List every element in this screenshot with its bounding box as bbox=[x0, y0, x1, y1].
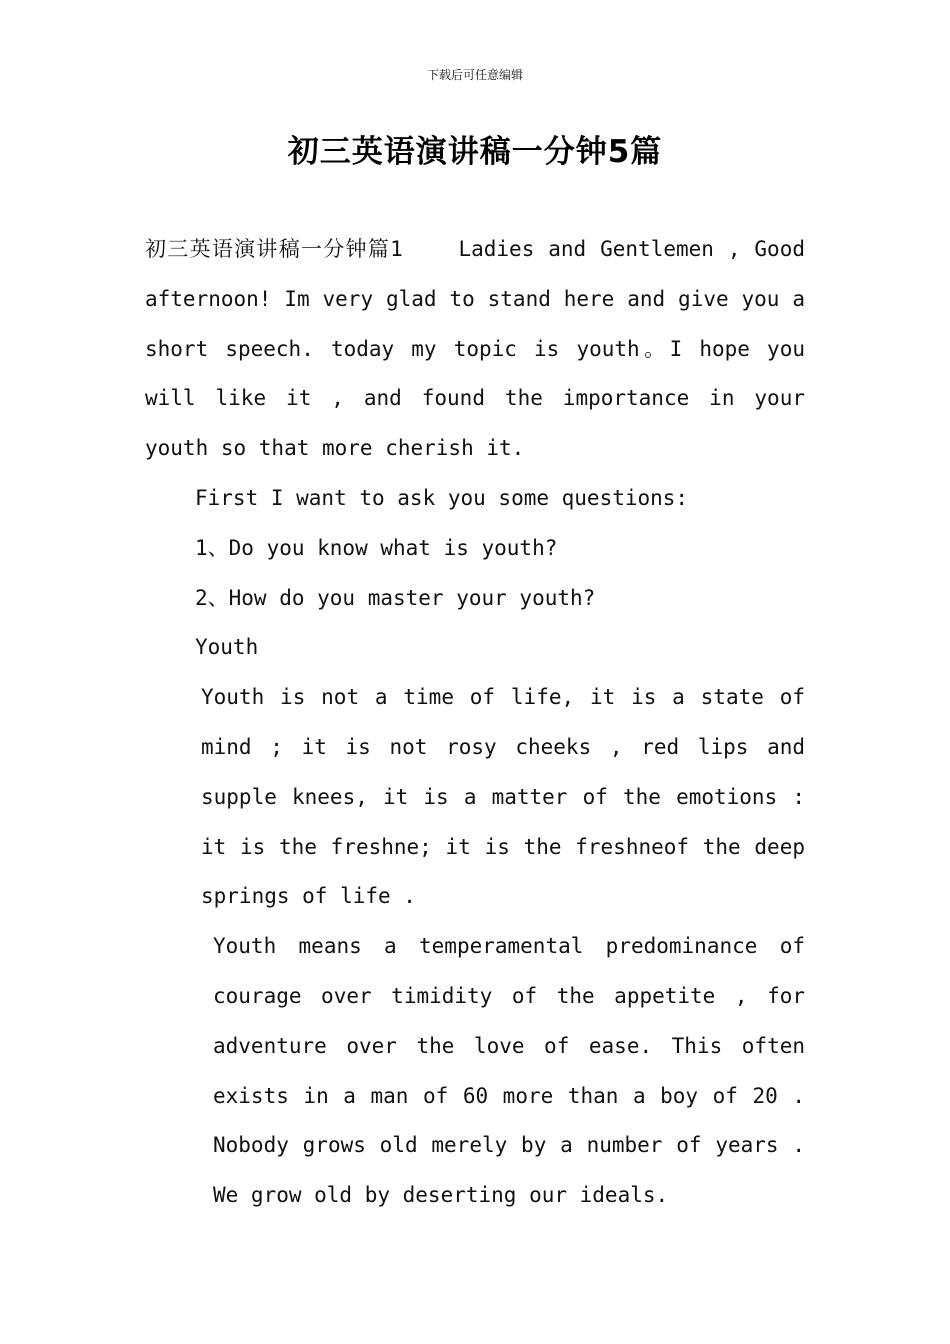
paragraph-intro bbox=[145, 225, 805, 474]
subheading-youth: Youth bbox=[195, 635, 259, 660]
paragraph-text: Ladies and Gentlemen , Good afternoon! Im very glad to stand here and give you a short speech. today my topic is youth。I hope you will like it , and found the importance in your youth so that more cherish it. bbox=[145, 237, 805, 461]
question-item-1: 1、Do you know what is youth? bbox=[195, 535, 558, 560]
header-note: 下载后可任意编辑 bbox=[426, 68, 523, 82]
document-body bbox=[145, 225, 805, 1221]
question-item-2: 2、How do you master your youth? bbox=[195, 585, 596, 610]
paragraph-questions-intro: First I want to ask you some questions: bbox=[195, 485, 689, 510]
page-title: 初三英语演讲稿一分钟5篇 bbox=[287, 134, 663, 170]
section-heading: 初三英语演讲稿一分钟篇1 bbox=[145, 237, 403, 261]
paragraph-youth-state: Youth is not a time of life, it is a state of mind ; it is not rosy cheeks , red lips and supple knees, it is a matter of the emotions : it is the freshne; it is the freshneof the deep springs of life . bbox=[201, 685, 805, 909]
paragraph-youth-means: Youth means a temperamental predominance of courage over timidity of the appetite , for adventure over the love of ease. This often exists in a man of 60 more than a boy of 20 . Nobody grows old merely by a number of years . We grow old by deserting our ideals. bbox=[213, 934, 805, 1208]
